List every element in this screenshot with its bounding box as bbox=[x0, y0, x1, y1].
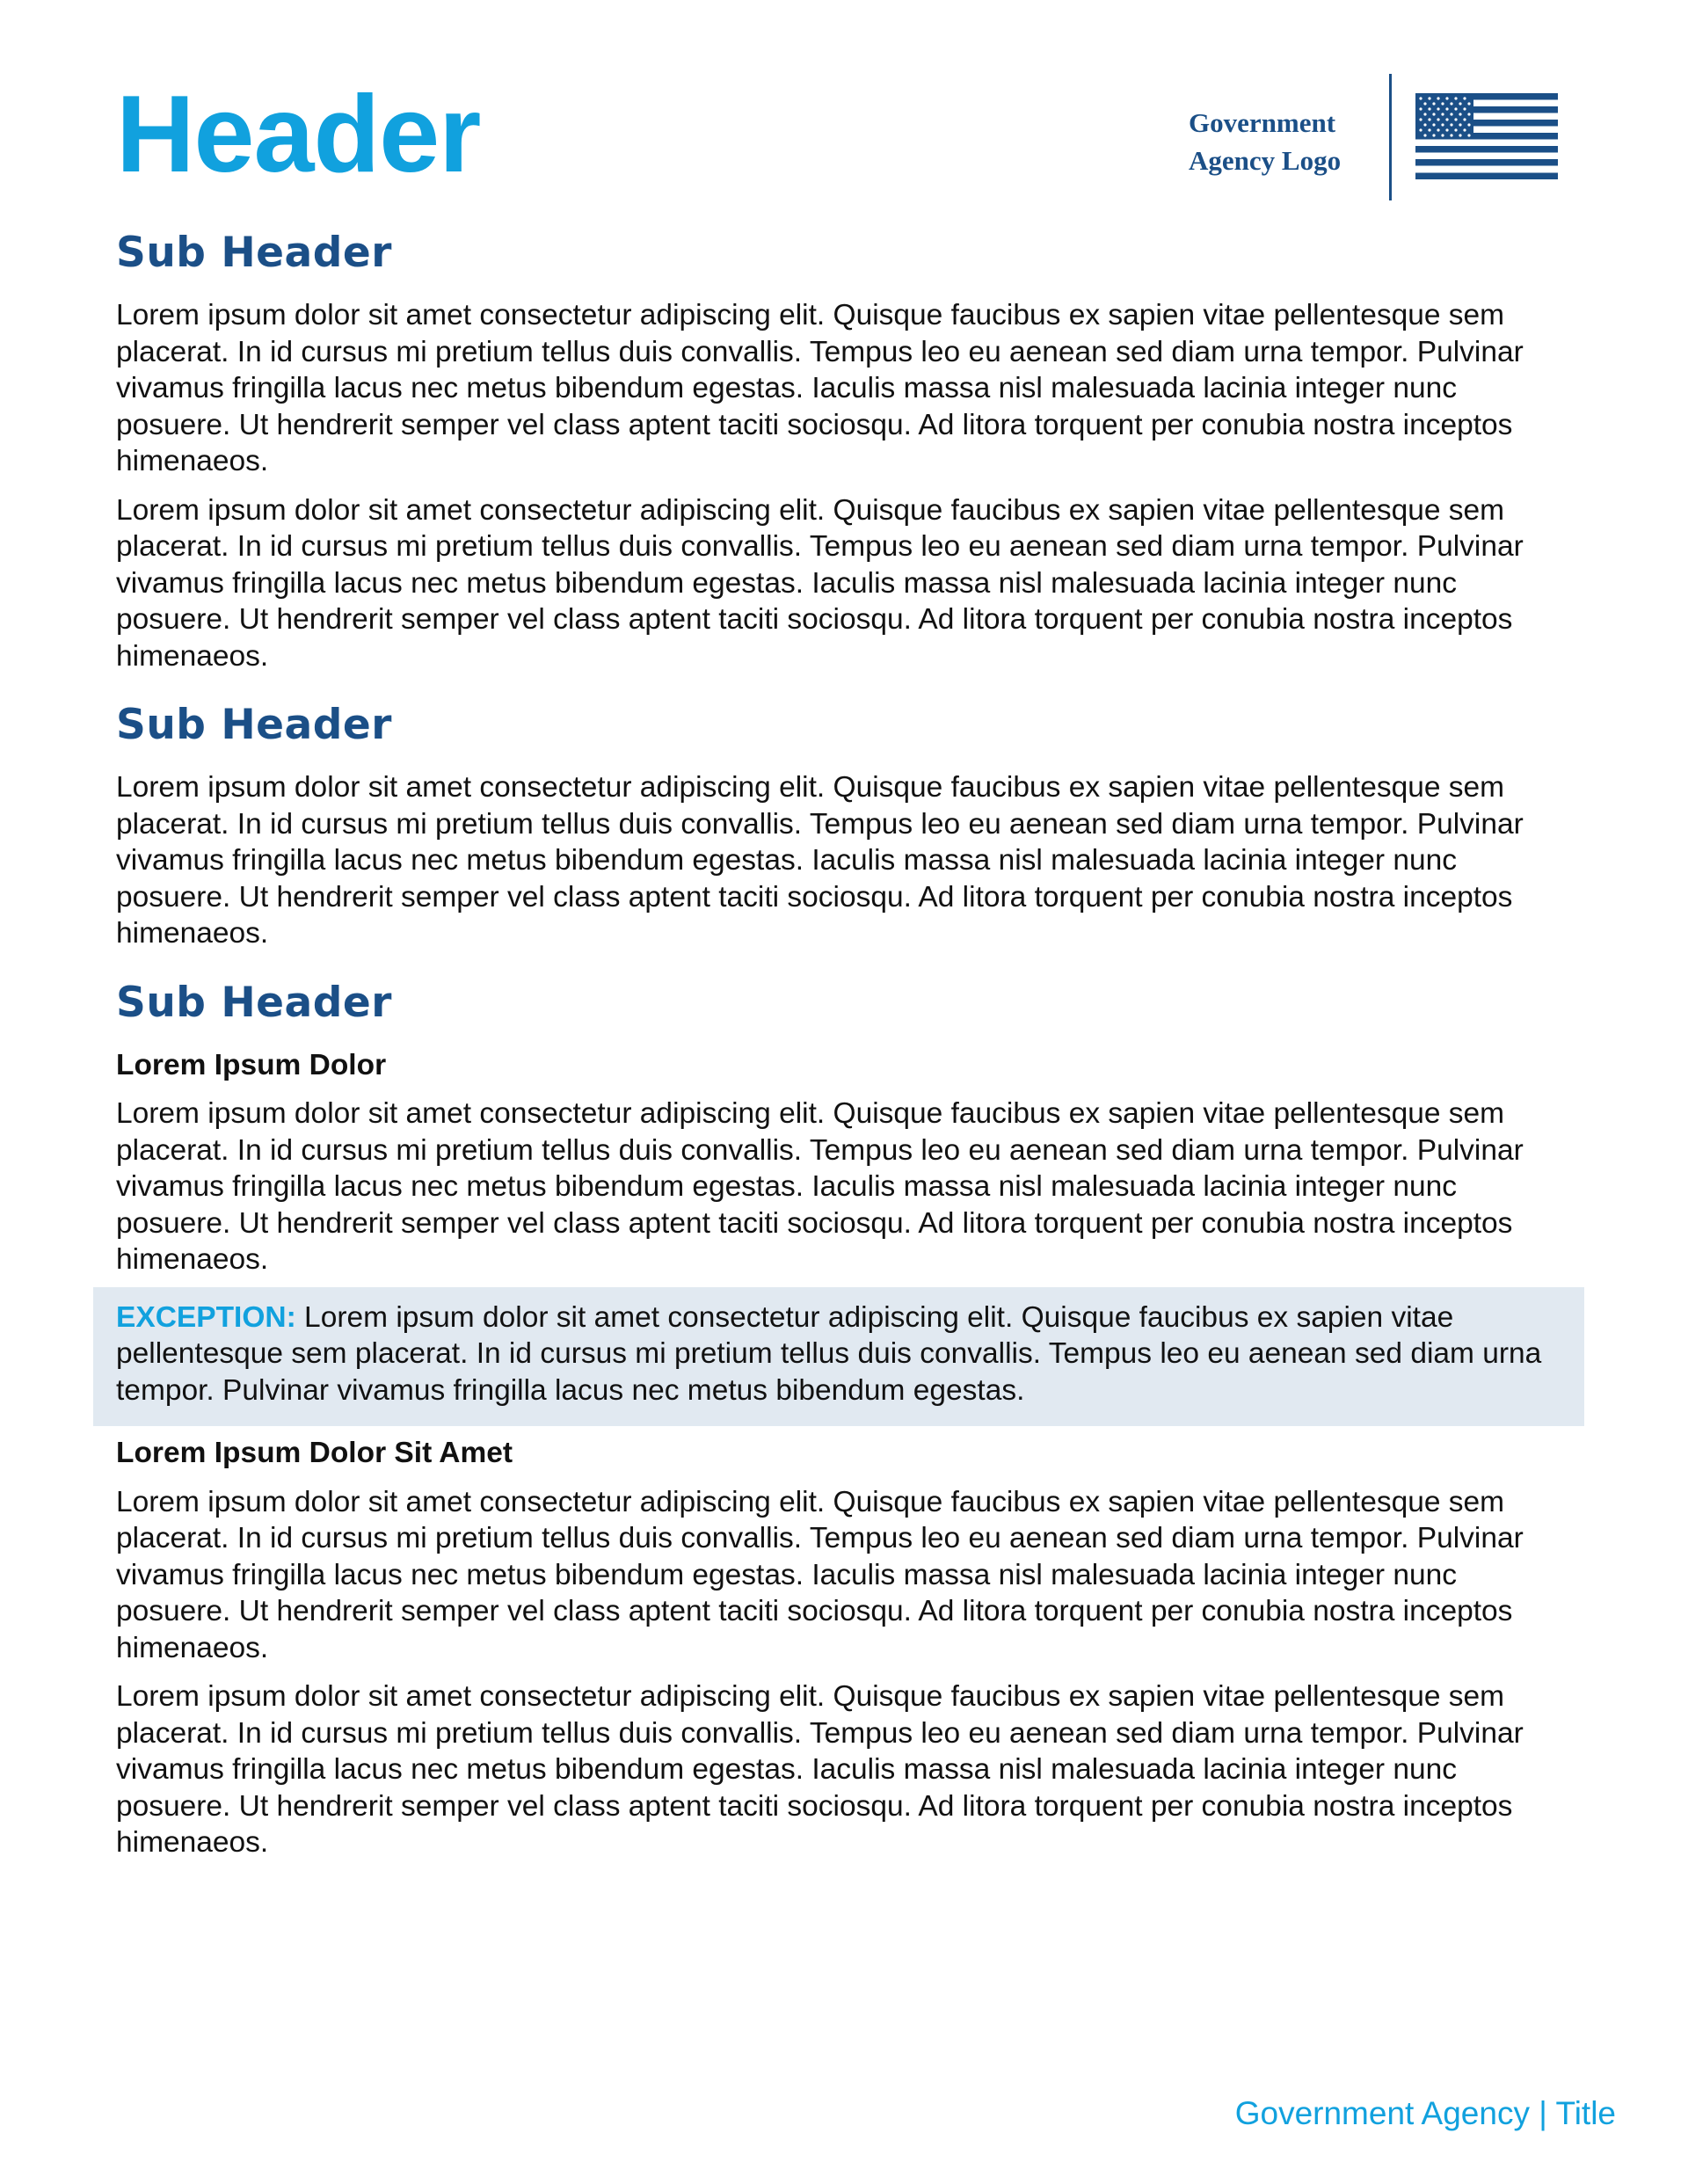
section-3-paragraph-3: Lorem ipsum dolor sit amet consectetur adipiscing elit. Quisque faucibus ex sapien vitae pellentesque sem placerat. In id cursus mi pretium tellus duis convallis. Tempus leo eu aenean sed diam urna tempor. Pulvinar vivamus fringilla lacus nec metus bibendum egestas. Iaculis massa nisl malesuada lacinia integer nunc posuere. Ut hendrerit semper vel class aptent taciti sociosqu. Ad litora torquent per conubia nostra inceptos himenaeos. bbox=[116, 1680, 1524, 1859]
document-body bbox=[116, 229, 1575, 1861]
section-1-sub-header: Sub Header bbox=[116, 229, 392, 277]
section-1-paragraph-1: Lorem ipsum dolor sit amet consectetur adipiscing elit. Quisque faucibus ex sapien vitae pellentesque sem placerat. In id cursus mi pretium tellus duis convallis. Tempus leo eu aenean sed diam urna tempor. Pulvinar vivamus fringilla lacus nec metus bibendum egestas. Iaculis massa nisl malesuada lacinia integer nunc posuere. Ut hendrerit semper vel class aptent taciti sociosqu. Ad litora torquent per conubia nostra inceptos himenaeos. bbox=[116, 299, 1524, 477]
section-2-paragraph-1: Lorem ipsum dolor sit amet consectetur adipiscing elit. Quisque faucibus ex sapien vitae pellentesque sem placerat. In id cursus mi pretium tellus duis convallis. Tempus leo eu aenean sed diam urna tempor. Pulvinar vivamus fringilla lacus nec metus bibendum egestas. Iaculis massa nisl malesuada lacinia integer nunc posuere. Ut hendrerit semper vel class aptent taciti sociosqu. Ad litora torquent per conubia nostra inceptos himenaeos. bbox=[116, 771, 1524, 950]
logo-divider bbox=[1389, 74, 1392, 200]
page-title: Header bbox=[116, 74, 481, 195]
exception-text: Lorem ipsum dolor sit amet consectetur adipiscing elit. Quisque faucibus ex sapien vitae pellentesque sem placerat. In id cursus mi pretium tellus duis convallis. Tempus leo eu aenean sed diam urna tempor. Pulvinar vivamus fringilla lacus nec metus bibendum egestas. bbox=[116, 1300, 1542, 1407]
logo-text bbox=[1189, 104, 1364, 179]
agency-logo bbox=[1160, 74, 1574, 200]
section-3-paragraph-1: Lorem ipsum dolor sit amet consectetur adipiscing elit. Quisque faucibus ex sapien vitae pellentesque sem placerat. In id cursus mi pretium tellus duis convallis. Tempus leo eu aenean sed diam urna tempor. Pulvinar vivamus fringilla lacus nec metus bibendum egestas. Iaculis massa nisl malesuada lacinia integer nunc posuere. Ut hendrerit semper vel class aptent taciti sociosqu. Ad litora torquent per conubia nostra inceptos himenaeos. bbox=[116, 1097, 1524, 1276]
section-3-paragraph-2: Lorem ipsum dolor sit amet consectetur adipiscing elit. Quisque faucibus ex sapien vitae pellentesque sem placerat. In id cursus mi pretium tellus duis convallis. Tempus leo eu aenean sed diam urna tempor. Pulvinar vivamus fringilla lacus nec metus bibendum egestas. Iaculis massa nisl malesuada lacinia integer nunc posuere. Ut hendrerit semper vel class aptent taciti sociosqu. Ad litora torquent per conubia nostra inceptos himenaeos. bbox=[116, 1485, 1524, 1664]
footer-agency-title: Government Agency | Title bbox=[1234, 2095, 1616, 2131]
section-3-sub-header: Sub Header bbox=[116, 978, 392, 1027]
us-flag-icon bbox=[1415, 93, 1558, 179]
logo-text-line-2: Agency Logo bbox=[1189, 145, 1342, 176]
logo-text-line-1: Government bbox=[1189, 107, 1336, 138]
section-1-paragraph-2: Lorem ipsum dolor sit amet consectetur adipiscing elit. Quisque faucibus ex sapien vitae pellentesque sem placerat. In id cursus mi pretium tellus duis convallis. Tempus leo eu aenean sed diam urna tempor. Pulvinar vivamus fringilla lacus nec metus bibendum egestas. Iaculis massa nisl malesuada lacinia integer nunc posuere. Ut hendrerit semper vel class aptent taciti sociosqu. Ad litora torquent per conubia nostra inceptos himenaeos. bbox=[116, 493, 1524, 673]
minor-heading-lorem-ipsum-dolor-sit-amet: Lorem Ipsum Dolor Sit Amet bbox=[116, 1437, 513, 1469]
exception-callout bbox=[93, 1287, 1584, 1427]
exception-label: EXCEPTION: bbox=[116, 1300, 296, 1334]
section-2-sub-header: Sub Header bbox=[116, 701, 392, 749]
minor-heading-lorem-ipsum-dolor: Lorem Ipsum Dolor bbox=[116, 1048, 387, 1081]
